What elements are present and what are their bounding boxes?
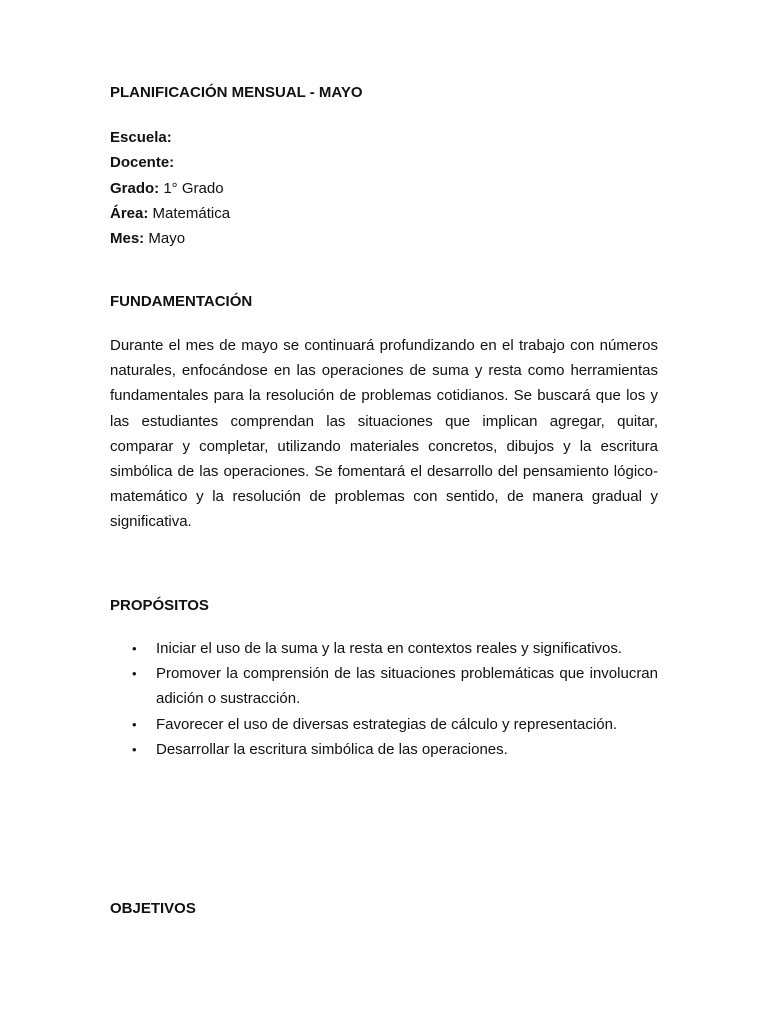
bullet-icon: • xyxy=(132,741,137,757)
info-value: Mayo xyxy=(144,230,186,248)
bullet-icon: • xyxy=(132,716,137,732)
list-item-text: Iniciar el uso de la suma y la resta en contextos reales y significativos. xyxy=(156,640,623,657)
info-label: Grado: xyxy=(110,179,160,197)
list-item xyxy=(110,712,658,737)
info-value: Matemática xyxy=(148,204,231,222)
list-item xyxy=(110,661,658,711)
list-item xyxy=(110,737,658,762)
list-item-text: Desarrollar la escritura simbólica de las operaciones. xyxy=(156,740,508,758)
propositos-heading: PROPÓSITOS xyxy=(110,597,209,614)
info-label: Escuela: xyxy=(110,129,172,146)
bullet-icon: • xyxy=(132,666,137,682)
propositos-list xyxy=(110,636,658,762)
fundamentacion-paragraph: Durante el mes de mayo se continuará profundizando en el trabajo con números naturales, enfocándose en las operaciones de suma y resta como herramientas fundamentales para la resolución de problemas cotidianos. Se buscará que los y las estudiantes comprendan las situaciones que implican agregar, quitar, comparar y completar, utilizando materiales concretos, dibujos y la escritura simbólica de las operaciones. Se fomentará el desarrollo del pensamiento lógico-matemático y la resolución de problemas con sentido, de manera gradual y significativa. xyxy=(110,337,658,531)
info-grado xyxy=(110,176,658,201)
header-info xyxy=(110,125,658,251)
info-mes xyxy=(110,226,658,251)
document-title: PLANIFICACIÓN MENSUAL - MAYO xyxy=(110,84,363,101)
info-label: Área: xyxy=(110,204,149,222)
info-escuela xyxy=(110,125,658,150)
fundamentacion-heading: FUNDAMENTACIÓN xyxy=(110,293,253,310)
info-label: Docente: xyxy=(110,154,175,172)
list-item-text: Favorecer el uso de diversas estrategias de cálculo y representación. xyxy=(156,715,618,733)
info-label: Mes: xyxy=(110,230,145,248)
info-docente xyxy=(110,150,658,175)
objetivos-heading: OBJETIVOS xyxy=(110,900,196,917)
list-item xyxy=(110,636,658,661)
bullet-icon: • xyxy=(132,641,137,656)
list-item-text: Promover la comprensión de las situaciones problemáticas que involucran adición o sustracción. xyxy=(156,665,658,708)
info-value: 1° Grado xyxy=(159,179,224,197)
info-area xyxy=(110,201,658,226)
